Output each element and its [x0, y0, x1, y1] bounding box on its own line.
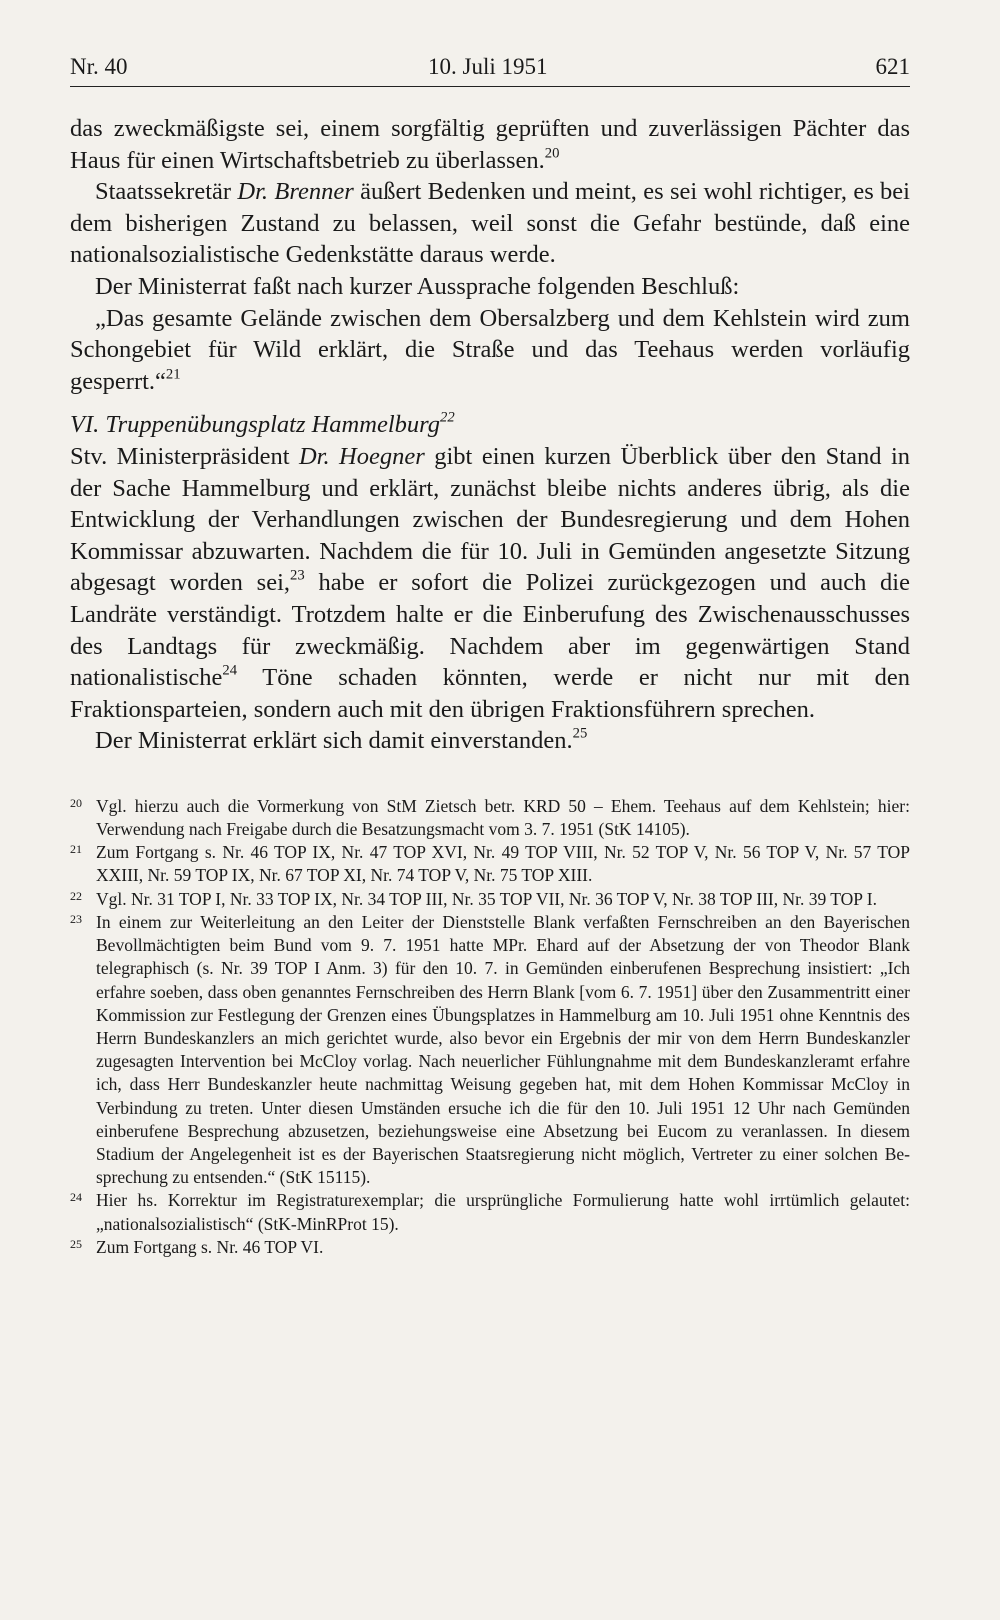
document-date: 10. Juli 1951	[428, 54, 548, 79]
footnote-ref: 24	[222, 662, 238, 679]
footnote-number: 22	[70, 888, 82, 903]
paragraph-text: Stv. Ministerpräsident	[70, 442, 299, 470]
footnote	[70, 888, 910, 911]
footnote-number: 25	[70, 1236, 82, 1251]
person-name: Dr. Brenner	[237, 178, 354, 206]
footnote-text: Hier hs. Korrektur im Registraturexemplar; die ursprüngliche Formulierung hatte wohl irrtümlich gelautet: „nationalsozialistisch“ (StK-MinRProt 15).	[96, 1190, 910, 1234]
resolution-quote	[70, 303, 910, 398]
person-name: Dr. Hoegner	[298, 442, 425, 470]
footnote-number: 20	[70, 795, 82, 810]
footnote-ref: 25	[572, 726, 588, 742]
paragraph	[70, 176, 910, 271]
paragraph-text: „Das gesamte Gelände zwischen dem Obersalzberg und dem Kehlstein wird zum Schongebiet für Wild erklärt, die Straße und das Teehaus werden vorläufig gesperrt.“	[70, 304, 910, 395]
footnote-ref: 23	[290, 568, 305, 585]
paragraph-text: äußert Bedenken und meint, es sei wohl richtiger, es bei dem bisherigen Zustand zu belassen, weil sonst die Gefahr bestünde, daß eine nationalsozialistische Gedenkstätte daraus werde.	[70, 178, 910, 269]
paragraph-text: Töne schaden könnten, werde er nicht nur mit den Fraktionsparteien, sondern auch mit den übrigen Fraktionsführern sprechen.	[70, 664, 910, 723]
footnote-text: Vgl. Nr. 31 TOP I, Nr. 33 TOP IX, Nr. 34 TOP III, Nr. 35 TOP VII, Nr. 36 TOP V, Nr. 38 TOP III, Nr. 39 TOP I.	[96, 888, 877, 909]
footnote-text: In einem zur Weiterleitung an den Leiter der Dienststelle Blank verfaßten Fernschreiben an den Bayerischen Bevollmächtigten beim Bund vom 9. 7. 1951 hatte MPr. Ehard auf der Absetzung der von Theodor Blank telegraphisch (s. Nr. 39 TOP I Anm. 3) für den 10. 7. in Gemünden einberufenen Besprechung insistiert: „Ich erfahre soeben, dass oben genanntes Fernschreiben des Herrn Blank [vom 6. 7. 1951] über den Zusammentritt einer Kommission zur Festlegung der Grenzen eines Übungsplatzes in Hammelburg am 10. Juli 1951 ohne Kenntnis des Herrn Bundeskanzlers an mich gerichtet wurde, also bevor ein Ergebnis der mir von dem Herrn Bundeskanzler zugesagten Intervention bei McCloy vorlag. Nach neuerlicher Fühlungnahme mit dem Bundeskanzleramt erfahre ich, dass Herr Bundeskanzler heute nachmittag Weisung gegeben hat, mit dem Hohen Kommissar McCloy in Verbindung zu treten. Unter diesen Umständen ersuche ich die für den 10. Juli 1951 12 Uhr nach Gemünden einberufene Besprechung abzusetzen, beziehungsweise eine Absetzung bei Eucom zu veranlassen. In diesem Stadium der Angelegenheit ist es der Bayerischen Staatsregierung nicht möglich, Vertreter zu einer solchen Besprechung zu entsenden.“ (StK 15115).	[96, 911, 910, 1188]
footnote-text: Vgl. hierzu auch die Vormerkung von StM Zietsch betr. KRD 50 – Ehem. Teehaus auf dem Kehlstein; hier: Verwendung nach Freigabe durch die Besatzungsmacht vom 3. 7. 1951 (StK 14105).	[96, 795, 910, 840]
section-heading-text: VI. Truppenübungsplatz Hammelburg	[70, 411, 441, 439]
footnotes	[70, 795, 910, 1259]
footnote-text: Zum Fortgang s. Nr. 46 TOP IX, Nr. 47 TOP XVI, Nr. 49 TOP VIII, Nr. 52 TOP V, Nr. 56 TOP V, Nr. 57 TOP XXIII, Nr. 59 TOP IX, Nr. 67 TOP XI, Nr. 74 TOP V, Nr. 75 TOP XIII.	[96, 842, 910, 886]
footnote	[70, 841, 910, 887]
footnote	[70, 911, 910, 1189]
running-header	[70, 54, 910, 87]
paragraph-text: das zweckmäßigste sei, einem sorgfältig geprüften und zuverlässigen Pächter das Haus für einen Wirtschaftsbetrieb zu überlassen.	[70, 115, 910, 174]
footnote-text: Zum Fortgang s. Nr. 46 TOP VI.	[96, 1236, 324, 1257]
paragraph-text: Der Ministerrat faßt nach kurzer Aussprache folgenden Beschluß:	[95, 272, 740, 300]
main-text	[70, 113, 910, 757]
footnote	[70, 1236, 910, 1259]
footnote-ref: 22	[440, 410, 455, 427]
paragraph	[70, 441, 910, 725]
paragraph	[70, 113, 910, 176]
paragraph	[70, 725, 910, 757]
footnote-ref: 20	[544, 145, 560, 162]
footnote	[70, 1189, 910, 1235]
paragraph-text: habe er sofort die Polizei zurückgezogen und auch die Landräte verständigt. Trotzdem halte er die Einberufung des Zwischenausschusses des Landtags für zweckmäßig. Nachdem aber im gegenwärtigen Stand nationalistische	[70, 569, 910, 692]
document-number: Nr. 40	[70, 54, 128, 79]
section-heading	[70, 409, 910, 441]
footnote-number: 23	[70, 911, 82, 926]
footnote-number: 21	[70, 842, 82, 857]
page-number: 621	[875, 54, 910, 79]
paragraph-text: Der Ministerrat erklärt sich damit einverstanden.	[95, 727, 573, 755]
paragraph-text: Staatssekretär	[95, 178, 238, 206]
footnote-number: 24	[70, 1190, 82, 1205]
paragraph-text: gibt einen kurzen Überblick über den Stand in der Sache Hammelburg und erklärt, zunächst bleibe nichts anderes übrig, als die Entwicklung der Verhandlungen zwischen der Bundesregierung und dem Hohen Kommissar abzuwarten. Nachdem die für 10. Juli in Gemünden angesetzte Sitzung abgesagt worden sei,	[70, 442, 911, 597]
footnote-ref: 21	[165, 366, 181, 383]
footnote	[70, 795, 910, 841]
paragraph	[70, 271, 910, 303]
